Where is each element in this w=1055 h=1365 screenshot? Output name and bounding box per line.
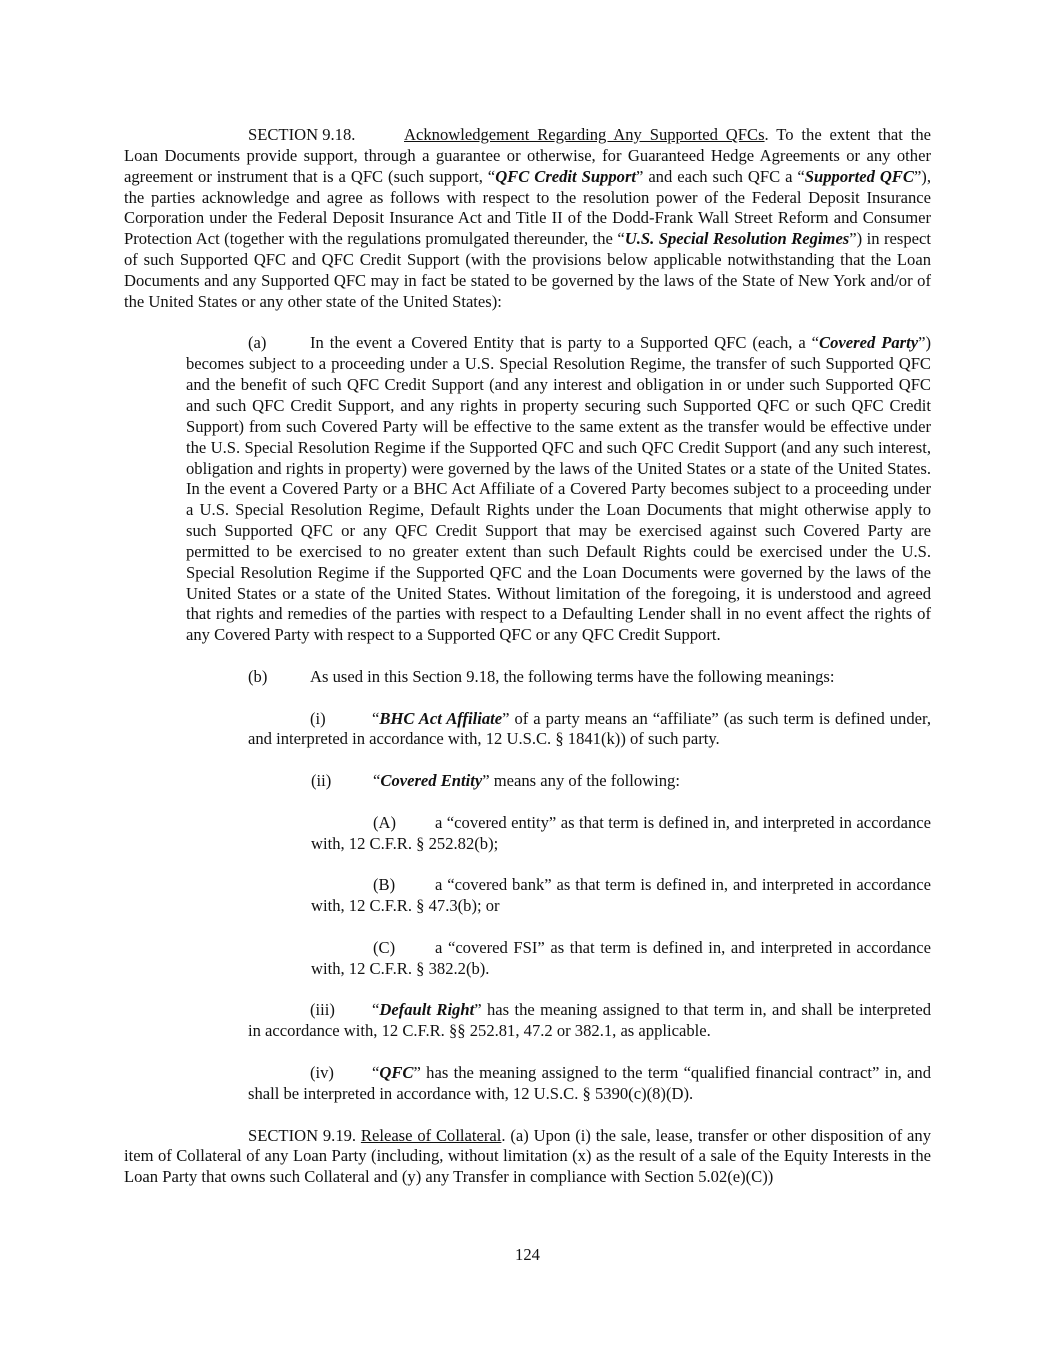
section-9-18-title: Acknowledgement Regarding Any Supported QFCs (404, 125, 765, 144)
section-9-19-paragraph: SECTION 9.19. Release of Collateral. (a) Upon (i) the sale, lease, transfer or other disposition of any item of Collateral of any Loan Party (including, without limitation (x) as the result of a sale of the Equity Interests in the Loan Party that owns such Collateral and (y) any Transfer in compliance with Section 5.02(e)(C)) (124, 1125, 931, 1187)
section-9-19-number: SECTION 9.19. (248, 1125, 357, 1145)
clause-C-paragraph: (C) a “covered FSI” as that term is defined in, and interpreted in accordance with, 12 C.F.R. § 382.2(b). (311, 937, 931, 978)
clause-i-paragraph: (i) “BHC Act Affiliate” of a party means an “affiliate” (as such term is defined under, and interpreted in accordance with, 12 U.S.C. § 1841(k)) of such party. (248, 708, 932, 749)
section-9-19-title: Release of Collateral (360, 1125, 502, 1145)
defined-term: U.S. Special Resolution Regimes (624, 229, 850, 249)
document-page (124, 125, 931, 1188)
defined-term: Default Right (379, 1000, 475, 1020)
clause-label: (C) (373, 937, 396, 957)
page-number: 124 (515, 1245, 540, 1264)
defined-term: QFC Credit Support (495, 166, 637, 186)
defined-term: Covered Party (819, 333, 919, 353)
clause-label: (ii) (311, 771, 332, 791)
clause-a-paragraph: (a) In the event a Covered Entity that is party to a Supported QFC (each, a “Covered Party”) becomes subject to a proceeding under a U.S. Special Resolution Regime, the transfer of such Supported QFC and the benefit of such QFC Credit Support (and any interest and obligation in or under such Supported QFC and such QFC Credit Support, and any rights in property securing such Supported QFC or such QFC Credit Support) from such Covered Party will be effective to the same extent as the transfer would be effective under the U.S. Special Resolution Regime if the Supported QFC and such QFC Credit Support (and any such interest, obligation and rights in property) were governed by the laws of the United States or a state of the United States. In the event a Covered Party or a BHC Act Affiliate of a Covered Party becomes subject to a proceeding under a U.S. Special Resolution Regime, Default Rights under the Loan Documents that might otherwise apply to such Supported QFC or any QFC Credit Support that may be exercised against such Covered Party are permitted to be exercised to no greater extent than such Default Rights could be exercised under the U.S. Special Resolution Regime if the Supported QFC and the Loan Documents were governed by the laws of the United States or a state of the United States. Without limitation of the foregoing, it is understood and agreed that rights and remedies of the parties with respect to a Defaulting Lender shall in no event affect the rights of any Covered Party with respect to a Supported QFC or any QFC Credit Support. (186, 333, 931, 645)
clause-label: (A) (373, 812, 397, 832)
clause-label: (b) (248, 666, 268, 686)
clause-label: (iii) (310, 1000, 335, 1020)
section-9-18-paragraph: SECTION 9.18. Acknowledgement Regarding Any Supported QFCs. To the extent that the Loan Documents provide support, through a guarantee or otherwise, for Guaranteed Hedge Agreements or any other agreement or instrument that is a QFC (such support, “QFC Credit Support” and each such QFC a “Supported QFC”), the parties acknowledge and agree as follows with respect to the resolution power of the Federal Deposit Insurance Corporation under the Federal Deposit Insurance Act and Title II of the Dodd-Frank Wall Street Reform and Consumer Protection Act (together with the regulations promulgated thereunder, the “U.S. Special Resolution Regimes”) in respect of such Supported QFC and QFC Credit Support (with the provisions below applicable notwithstanding that the Loan Documents and any Supported QFC may in fact be stated to be governed by the laws of the State of New York and/or of the United States or any other state of the United States): (124, 125, 931, 311)
clause-ii-paragraph: (ii) “Covered Entity” means any of the following: (311, 771, 680, 791)
defined-term: QFC (379, 1062, 414, 1082)
clause-label: (i) (310, 708, 326, 728)
clause-label: (B) (373, 875, 396, 895)
clause-iv-paragraph: (iv) “QFC” has the meaning assigned to the term “qualified financial contract” in, and shall be interpreted in accordance with, 12 U.S.C. § 5390(c)(8)(D). (248, 1062, 931, 1103)
section-9-18-number: SECTION 9.18. (248, 125, 356, 144)
clause-label: (a) (248, 333, 267, 353)
clause-b-paragraph: (b) As used in this Section 9.18, the following terms have the following meanings: (248, 666, 835, 686)
clause-label: (iv) (310, 1062, 334, 1082)
defined-term: BHC Act Affiliate (379, 708, 503, 728)
defined-term: Covered Entity (380, 771, 483, 791)
clause-A-paragraph: (A) a “covered entity” as that term is defined in, and interpreted in accordance with, 12 C.F.R. § 252.82(b); (311, 812, 931, 853)
clause-iii-paragraph: (iii) “Default Right” has the meaning assigned to that term in, and shall be interpreted in accordance with, 12 C.F.R. §§ 252.81, 47.2 or 382.1, as applicable. (248, 1000, 931, 1041)
defined-term: Supported QFC (804, 166, 914, 186)
clause-B-paragraph: (B) a “covered bank” as that term is defined in, and interpreted in accordance with, 12 C.F.R. § 47.3(b); or (311, 875, 931, 916)
